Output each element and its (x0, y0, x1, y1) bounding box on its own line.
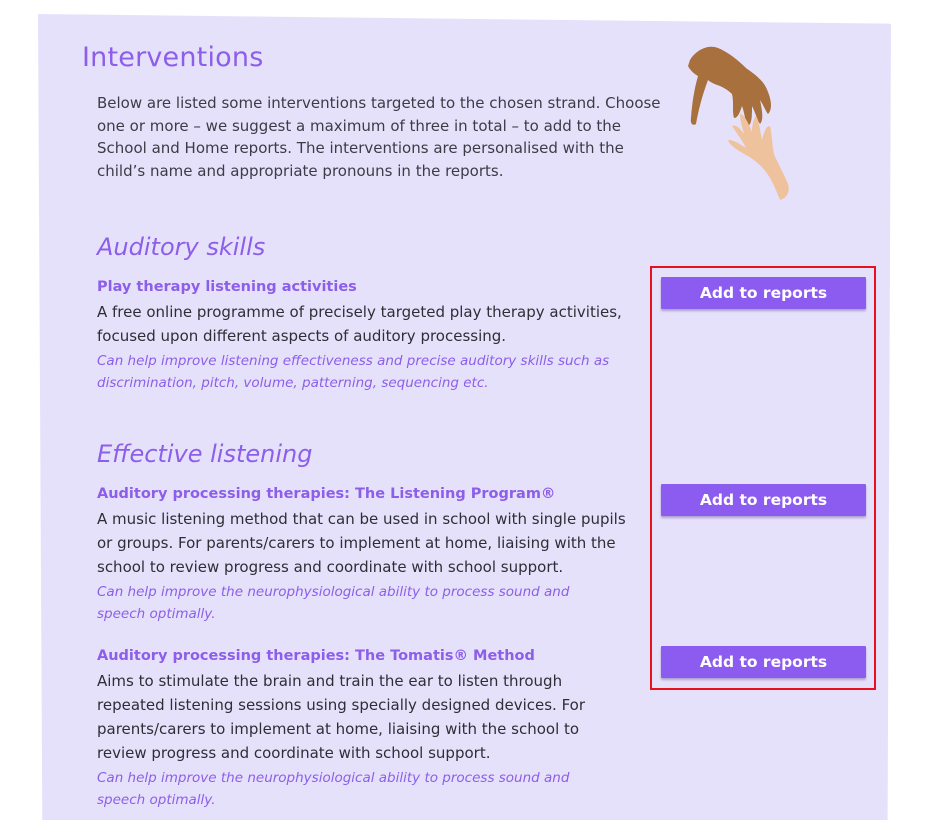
add-to-reports-button[interactable]: Add to reports (661, 277, 866, 309)
intervention-title: Auditory processing therapies: The Tomatis® Method (97, 648, 535, 664)
intervention-title: Auditory processing therapies: The Listening Program® (97, 486, 556, 502)
reaching-hands-icon (682, 40, 802, 206)
intervention-title: Play therapy listening activities (97, 279, 357, 295)
intervention-description: A free online programme of precisely targeted play therapy activities, focused upon different aspects of auditory processing. (97, 303, 622, 345)
section-title-auditory-skills: Auditory skills (97, 233, 266, 261)
intervention-benefit: Can help improve the neurophysiological ability to process sound and speech optimally. (97, 584, 570, 622)
intervention-benefit: Can help improve the neurophysiological ability to process sound and speech optimally. (97, 770, 570, 808)
add-to-reports-button[interactable]: Add to reports (661, 646, 866, 678)
intervention-description: A music listening method that can be used in school with single pupils or groups. For parents/carers to implement at home, liaising with the school to review progress and coordinate with school support. (97, 510, 626, 576)
intervention-description: Aims to stimulate the brain and train the ear to listen through repeated listening sessions using specially designed devices. For parents/carers to implement at home, liaising with the school to review progress and coordinate with school support. (97, 672, 586, 762)
intervention-benefit: Can help improve listening effectiveness and precise auditory skills such as discrimination, pitch, volume, patterning, sequencing etc. (97, 353, 610, 391)
intro-text: Below are listed some interventions targeted to the chosen strand. Choose one or more – we suggest a maximum of three in total – to add to the School and Home reports. The interventions are personalised with the child’s name and appropriate pronouns in the reports. (97, 94, 661, 180)
page-title: Interventions (82, 42, 264, 73)
section-title-effective-listening: Effective listening (97, 440, 313, 468)
add-to-reports-button[interactable]: Add to reports (661, 484, 866, 516)
